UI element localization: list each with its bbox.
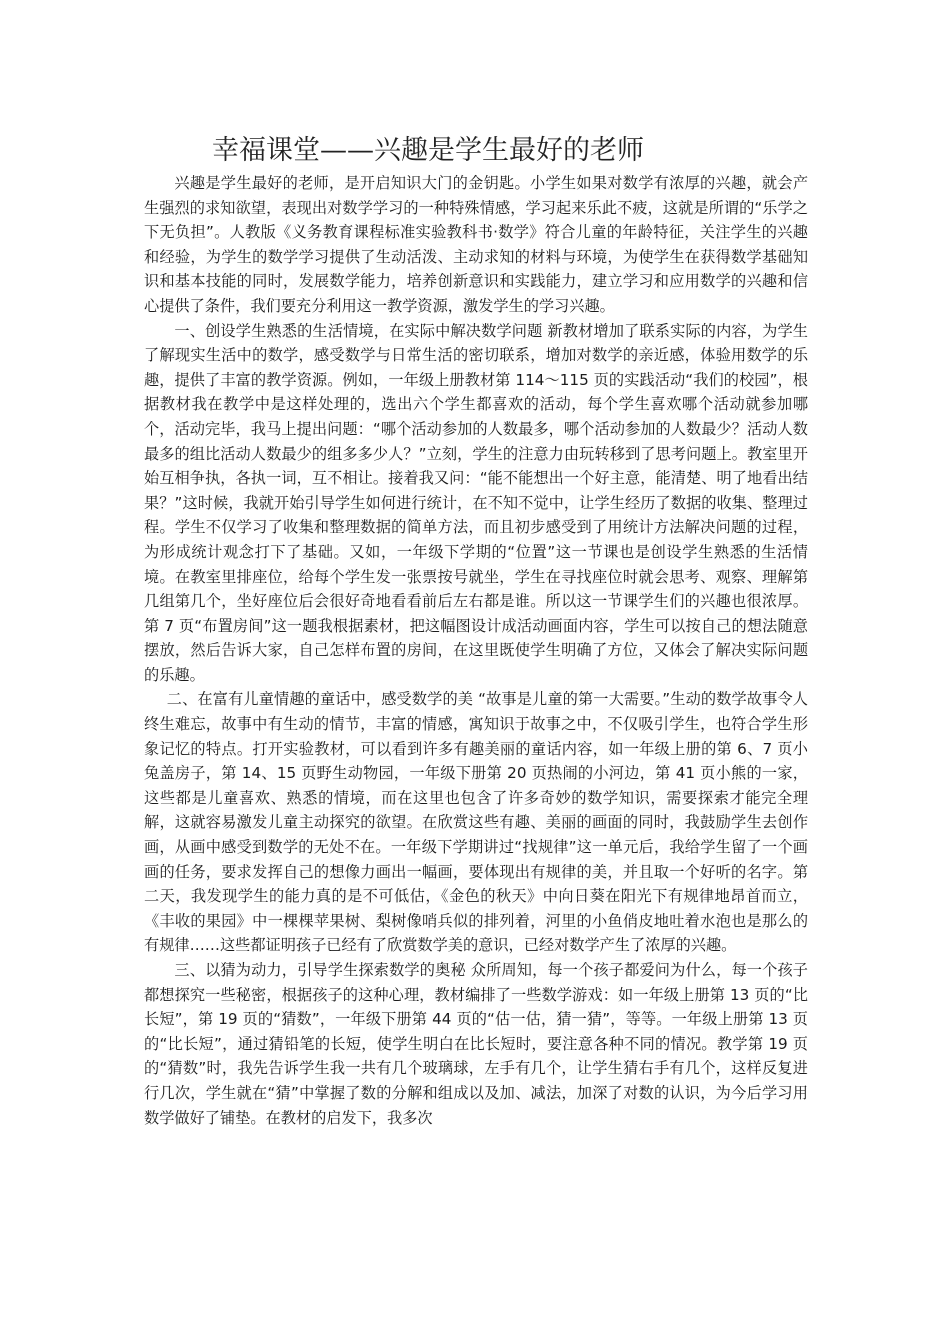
document-title: 幸福课堂——兴趣是学生最好的老师: [212, 135, 644, 166]
document-body: [144, 171, 808, 1130]
paragraph-section-3: 三、以猜为动力，引导学生探索数学的奥秘 众所周知，每一个孩子都爱问为什么，每一个孩子都想探究一些秘密，根据孩子的这种心理，教材编排了一些数学游戏：如一年级上册第 13 页的“比长短”，第 19 页的“猜数”，一年级下册第 44 页的“估一估，猜一猜”，等等。一年级上册第 13 页的“比长短”，通过猜铅笔的长短，使学生明白在比长短时，要注意各种不同的情况。教学第 19 页的“猜数”时，我先告诉学生我一共有几个玻璃球，左手有几个，让学生猜右手有几个，这样反复进行几次，学生就在“猜”中掌握了数的分解和组成以及加、减法，加深了对数的认识，为今后学习用数学做好了铺垫。在教材的启发下，我多次: [144, 961, 808, 1127]
paragraph-section-2: 二、在富有儿童情趣的童话中，感受数学的美 “故事是儿童的第一大需要。”生动的数学故事令人终生难忘，故事中有生动的情节，丰富的情感，寓知识于故事之中，不仅吸引学生，也符合学生形象记忆的特点。打开实验教材，可以看到许多有趣美丽的童话内容，如一年级上册的第 6、7 页小兔盖房子，第 14、15 页野生动物园，一年级下册第 20 页热闹的小河边，第 41 页小熊的一家，这些都是儿童喜欢、熟悉的情境，而在这里也包含了许多奇妙的数学知识，需要探索才能完全理解，这就容易激发儿童主动探究的欲望。在欣赏这些有趣、美丽的画面的同时，我鼓励学生去创作画，从画中感受到数学的无处不在。一年级下学期讲过“找规律”这一单元后，我给学生留了一个画画的任务，要求发挥自己的想像力画出一幅画，要体现出有规律的美，并且取一个好听的名字。第二天，我发现学生的能力真的是不可低估，《金色的秋天》中向日葵在阳光下有规律地昂首而立，《丰收的果园》中一棵棵苹果树、梨树像哨兵似的排列着，河里的小鱼俏皮地吐着水泡也是那么的有规律……这些都证明孩子已经有了欣赏数学美的意识，已经对数学产生了浓厚的兴趣。: [144, 690, 808, 955]
paragraph-section-1: 一、创设学生熟悉的生活情境，在实际中解决数学问题 新教材增加了联系实际的内容，为学生了解现实生活中的数学，感受数学与日常生活的密切联系，增加对数学的亲近感，体验用数学的乐趣，提供了丰富的教学资源。例如，一年级上册教材第 114～115 页的实践活动“我们的校园”，根据教材我在教学中是这样处理的，选出六个学生都喜欢的活动，每个学生喜欢哪个活动就参加哪个，活动完毕，我马上提出问题：“哪个活动参加的人数最多，哪个活动参加的人数最少？活动人数最多的组比活动人数最少的组多多少人？”立刻，学生的注意力由玩转移到了思考问题上。教室里开始互相争执，各执一词，互不相让。接着我又问：“能不能想出一个好主意，能清楚、明了地看出结果？”这时候，我就开始引导学生如何进行统计，在不知不觉中，让学生经历了数据的收集、整理过程。学生不仅学习了收集和整理数据的简单方法，而且初步感受到了用统计方法解决问题的过程，为形成统计观念打下了基础。又如，一年级下学期的“位置”这一节课也是创设学生熟悉的生活情境。在教室里排座位，给每个学生发一张票按号就坐，学生在寻找座位时就会思考、观察、理解第几组第几个，坐好座位后会很好奇地看看前后左右都是谁。所以这一节课学生们的兴趣也很浓厚。第 7 页“布置房间”这一题我根据素材，把这幅图设计成活动画面内容，学生可以按自己的想法随意摆放，然后告诉大家，自己怎样布置的房间，在这里既使学生明确了方位，又体会了解决实际问题的乐趣。: [144, 321, 808, 684]
paragraph-intro: 兴趣是学生最好的老师，是开启知识大门的金钥匙。小学生如果对数学有浓厚的兴趣，就会产生强烈的求知欲望，表现出对数学学习的一种特殊情感，学习起来乐此不疲，这就是所谓的“乐学之下无负担”。人教版《义务教育课程标准实验教科书·数学》符合儿童的年龄特征，关注学生的兴趣和经验，为学生的数学学习提供了生动活泼、主动求知的材料与环境，为使学生在获得数学基础知识和基本技能的同时，发展数学能力，培养创新意识和实践能力，建立学习和应用数学的兴趣和信心提供了条件，我们要充分利用这一教学资源，激发学生的学习兴趣。: [144, 174, 808, 315]
